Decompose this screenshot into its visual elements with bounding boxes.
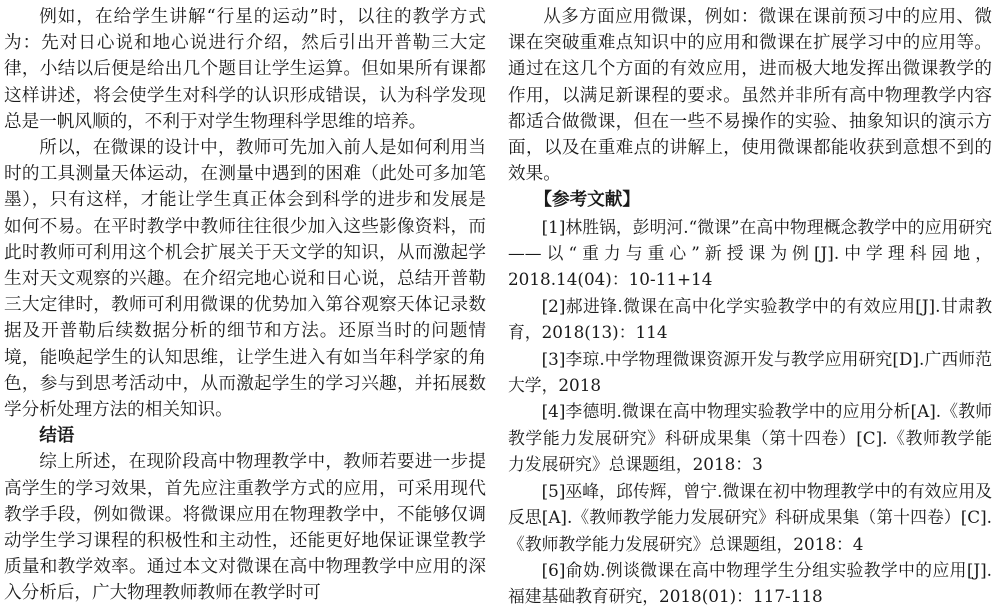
right-column [508,4,992,606]
conclusion-paragraph: 综上所述，在现阶段高中物理教学中，教师若要进一步提高学生的学习效果，首先应注重教学方式的应用，可采用现代教学手段，例如微课。将微课应用在物理教学中，不能够仅调动学生学习课程的积极性和主动性，还能更好地保证课堂教学质量和教学效率。通过本文对微课在高中物理教学中应用的深入分析后，广大物理教师教师在教学时可 [4,452,486,604]
reference-item-1: [1]林胜锅，彭明河.“微课”在高中物理概念教学中的应用研究——以“重力与重心”新授课为例[J].中学理科园地，2018.14(04)：10-11+14 [508,216,992,290]
references-title: 【参考文献】 [534,189,640,211]
reference-item-3: [3]李琼.中学物理微课资源开发与教学应用研究[D].广西师范大学，2018 [508,348,992,396]
reference-item-2: [2]郝进锋.微课在高中化学实验教学中的有效应用[J].甘肃教育，2018(13)：114 [508,295,992,343]
continuation-paragraph: 从多方面应用微课，例如：微课在课前预习中的应用、微课在突破重难点知识中的应用和微课在扩展学习中的应用等。通过在这几个方面的有效应用，进而极大地发挥出微课教学的作用，以满足新课程的要求。虽然并非所有高中物理教学内容都适合做微课，但在一些不易操作的实验、抽象知识的演示方面，以及在重难点的讲解上，使用微课都能收获到意想不到的效果。 [508,7,992,185]
left-column [4,4,486,606]
reference-item-5: [5]巫峰，邱传辉，曾宁.微课在初中物理教学中的有效应用及反思[A].《教师教学能力发展研究》科研成果集（第十四卷）[C].《教师教学能力发展研究》总课题组，2018：4 [508,480,992,554]
reference-item-6: [6]俞妫.例谈微课在高中物理学生分组实验教学中的应用[J].福建基础教育研究，2018(01)：117-118 [508,559,992,606]
reference-item-4: [4]李德明.微课在高中物理实验教学中的应用分析[A].《教师教学能力发展研究》科研成果集（第十四卷）[C].《教师教学能力发展研究》总课题组，2018：3 [508,401,992,475]
conclusion-heading: 结语 [39,425,75,447]
body-paragraph-2: 所以，在微课的设计中，教师可先加入前人是如何利用当时的工具测量天体运动，在测量中遇到的困难（此处可多加笔墨），只有这样，才能让学生真正体会到科学的进步和发展是如何不易。在平时教学中教师往往很少加入这些影像资料，而此时教师可利用这个机会扩展关于天文学的知识，从而激起学生对天文观察的兴趣。在介绍完地心说和日心说，总结开普勒三大定律时，教师可利用微课的优势加入第谷观察天体记录数据及开普勒后续数据分析的细节和方法。还原当时的问题情境，能唤起学生的认知思维，让学生进入有如当年科学家的角色，参与到思考活动中，从而激起学生的学习兴趣，并拓展数学分析处理方法的相关知识。 [4,138,486,421]
body-paragraph-1: 例如，在给学生讲解“行星的运动”时，以往的教学方式为：先对日心说和地心说进行介绍，然后引出开普勒三大定律，小结以后便是给出几个题目让学生运算。但如果所有课都这样讲述，将会使学生对科学的认识形成错误，认为科学发现总是一帆风顺的，不利于对学生物理科学思维的培养。 [4,7,486,132]
